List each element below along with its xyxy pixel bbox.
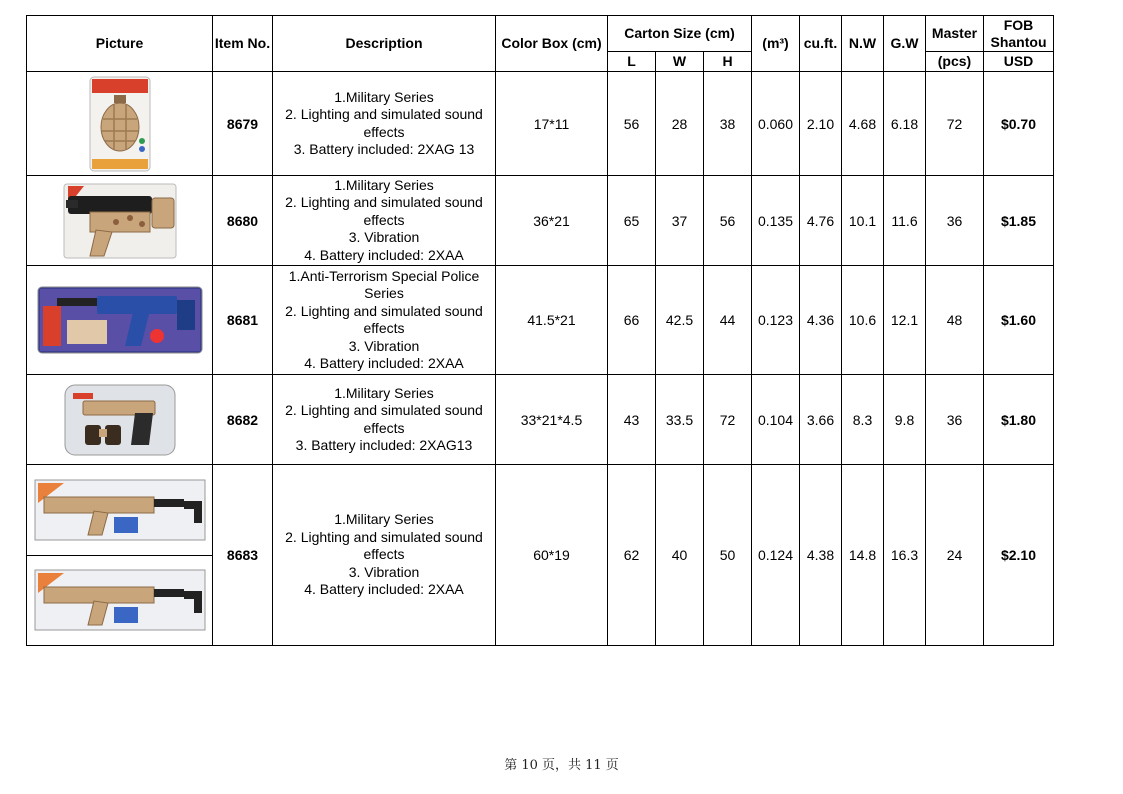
product-picture: [27, 176, 213, 266]
description-line: 3. Vibration: [348, 563, 420, 580]
gross-weight: 16.3: [884, 465, 926, 646]
color-box-size: 17*11: [496, 72, 608, 176]
item-number: 8683: [213, 465, 273, 646]
header-item-no: Item No.: [213, 16, 273, 72]
item-number: 8681: [213, 266, 273, 375]
item-description: [273, 72, 496, 176]
carton-length: 65: [608, 176, 656, 266]
table-row: [27, 375, 1054, 465]
camo-toy-gun-image: [60, 182, 180, 260]
description-line: 3. Vibration: [348, 229, 420, 246]
description-line: 2. Lighting and simulated sound effects: [285, 528, 483, 563]
gross-weight: 6.18: [884, 72, 926, 176]
carton-length: 43: [608, 375, 656, 465]
item-description: [273, 465, 496, 646]
header-picture: Picture: [27, 16, 213, 72]
volume-m3: 0.104: [752, 375, 800, 465]
carton-length: 66: [608, 266, 656, 375]
description-line: 2. Lighting and simulated sound effects: [285, 302, 483, 336]
header-nw: N.W: [842, 16, 884, 72]
description-line: 1.Military Series: [334, 384, 434, 401]
volume-cuft: 4.36: [800, 266, 842, 375]
volume-cuft: 4.38: [800, 465, 842, 646]
description-line: 1.Anti-Terrorism Special Police Series: [288, 267, 480, 301]
item-description: [273, 176, 496, 266]
carton-height: 56: [704, 176, 752, 266]
item-number: 8680: [213, 176, 273, 266]
table-row: [27, 266, 1054, 375]
table-row: [27, 465, 1054, 646]
header-description: Description: [273, 16, 496, 72]
net-weight: 10.1: [842, 176, 884, 266]
volume-cuft: 4.76: [800, 176, 842, 266]
description-line: 3. Battery included: 2XAG 13: [293, 141, 475, 157]
fob-price: $0.70: [984, 72, 1054, 176]
master-pcs: 48: [926, 266, 984, 375]
volume-m3: 0.124: [752, 465, 800, 646]
description-line: 1.Military Series: [334, 88, 434, 105]
description-line: 3. Battery included: 2XAG13: [295, 437, 473, 453]
product-picture: [27, 266, 213, 375]
carton-width: 33.5: [656, 375, 704, 465]
master-pcs: 36: [926, 176, 984, 266]
description-line: 4. Battery included: 2XAA: [304, 246, 464, 263]
volume-m3: 0.060: [752, 72, 800, 176]
product-picture: [27, 465, 213, 646]
volume-m3: 0.123: [752, 266, 800, 375]
tan-rifle-toy-image: [34, 479, 206, 541]
blue-police-toy-gun-image: [37, 286, 203, 354]
item-description: [273, 266, 496, 375]
color-box-size: 36*21: [496, 176, 608, 266]
gross-weight: 12.1: [884, 266, 926, 375]
tan-rifle-toy-image: [34, 569, 206, 631]
description-line: 1.Military Series: [334, 511, 434, 528]
fob-price: $2.10: [984, 465, 1054, 646]
carton-length: 62: [608, 465, 656, 646]
carton-width: 42.5: [656, 266, 704, 375]
product-picture: [27, 375, 213, 465]
gross-weight: 11.6: [884, 176, 926, 266]
color-box-size: 60*19: [496, 465, 608, 646]
fob-price: $1.80: [984, 375, 1054, 465]
header-gw: G.W: [884, 16, 926, 72]
description-line: 1.Military Series: [334, 176, 434, 193]
table-row: [27, 176, 1054, 266]
table-row: [27, 72, 1054, 176]
volume-m3: 0.135: [752, 176, 800, 266]
product-price-table: [26, 15, 1054, 646]
header-l: L: [608, 52, 656, 72]
header-fob: FOB Shantou: [984, 16, 1054, 52]
header-m3: (m³): [752, 16, 800, 72]
carton-height: 44: [704, 266, 752, 375]
fob-price: $1.85: [984, 176, 1054, 266]
page-number-footer: 第 10 页，共 11 页: [504, 758, 619, 773]
header-pcs: (pcs): [926, 52, 984, 72]
header-master: Master: [926, 16, 984, 52]
volume-cuft: 3.66: [800, 375, 842, 465]
carton-height: 38: [704, 72, 752, 176]
product-picture: [27, 72, 213, 176]
master-pcs: 72: [926, 72, 984, 176]
item-description: [273, 375, 496, 465]
header-cuft: cu.ft.: [800, 16, 842, 72]
description-line: 2. Lighting and simulated sound effects: [285, 194, 483, 228]
pistol-binoculars-toy-image: [63, 383, 177, 457]
description-line: 2. Lighting and simulated sound effects: [285, 106, 483, 140]
description-line: 2. Lighting and simulated sound effects: [285, 402, 483, 436]
gross-weight: 9.8: [884, 375, 926, 465]
color-box-size: 33*21*4.5: [496, 375, 608, 465]
carton-height: 72: [704, 375, 752, 465]
grenade-toy-image: [88, 75, 152, 173]
header-w: W: [656, 52, 704, 72]
header-carton-size: Carton Size (cm): [608, 16, 752, 52]
fob-price: $1.60: [984, 266, 1054, 375]
item-number: 8682: [213, 375, 273, 465]
net-weight: 4.68: [842, 72, 884, 176]
header-color-box: Color Box (cm): [496, 16, 608, 72]
description-line: 3. Vibration: [348, 337, 420, 354]
carton-width: 28: [656, 72, 704, 176]
carton-width: 37: [656, 176, 704, 266]
net-weight: 14.8: [842, 465, 884, 646]
color-box-size: 41.5*21: [496, 266, 608, 375]
volume-cuft: 2.10: [800, 72, 842, 176]
master-pcs: 24: [926, 465, 984, 646]
header-usd: USD: [984, 52, 1054, 72]
net-weight: 8.3: [842, 375, 884, 465]
carton-height: 50: [704, 465, 752, 646]
description-line: 4. Battery included: 2XAA: [304, 581, 464, 598]
carton-width: 40: [656, 465, 704, 646]
master-pcs: 36: [926, 375, 984, 465]
net-weight: 10.6: [842, 266, 884, 375]
header-h: H: [704, 52, 752, 72]
carton-length: 56: [608, 72, 656, 176]
item-number: 8679: [213, 72, 273, 176]
description-line: 4. Battery included: 2XAA: [304, 355, 464, 371]
